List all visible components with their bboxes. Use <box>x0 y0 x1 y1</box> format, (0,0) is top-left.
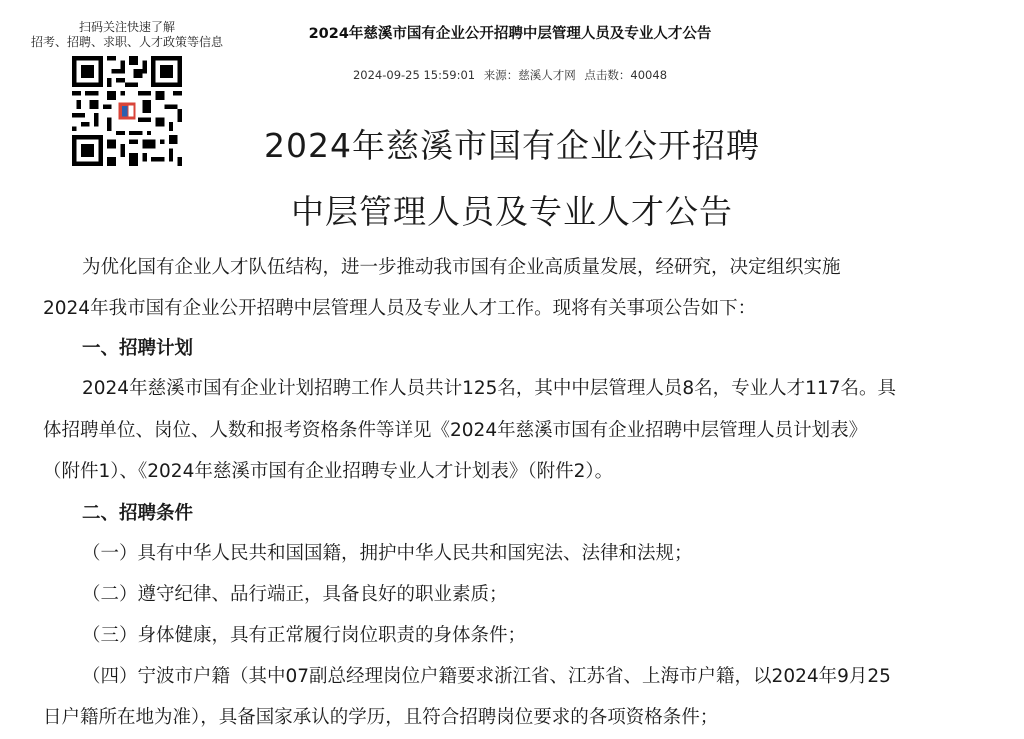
publish-datetime: 2024-09-25 15:59:01 <box>352 68 476 82</box>
paragraph-line: （三）身体健康，具有正常履行岗位职责的身体条件； <box>82 625 527 646</box>
header-title: 2024年慈溪市国有企业公开招聘中层管理人员及专业人才公告 <box>308 26 712 42</box>
section-heading: 二、招聘条件 <box>82 503 194 524</box>
article-meta <box>250 67 770 83</box>
paragraph-line: （一）具有中华人民共和国国籍，拥护中华人民共和国宪法、法律和法规； <box>82 543 693 564</box>
qr-caption-line1: 扫码关注快速了解 <box>78 20 175 34</box>
paragraph-line: 2024年慈溪市国有企业计划招聘工作人员共计125名，其中中层管理人员8名，专业人才117名。具 <box>82 378 896 399</box>
paragraph-line: 为优化国有企业人才队伍结构，进一步推动我市国有企业高质量发展，经研究，决定组织实施 <box>82 257 841 278</box>
paragraph-line: 体招聘单位、岗位、人数和报考资格条件等详见《2024年慈溪市国有企业招聘中层管理人员计划表》 <box>43 420 868 441</box>
paragraph-line: 日户籍所在地为准），具备国家承认的学历，且符合招聘岗位要求的各项资格条件； <box>43 707 719 728</box>
section-heading: 一、招聘计划 <box>82 338 194 359</box>
click-count: 点击数：40048 <box>584 68 668 82</box>
qr-caption-line2: 招考、招聘、求职、人才政策等信息 <box>30 35 223 49</box>
qr-caption <box>14 20 240 50</box>
source: 来源：慈溪人才网 <box>483 68 576 82</box>
paragraph-line: （二）遵守纪律、品行端正，具备良好的职业素质； <box>82 584 508 605</box>
paragraph-line: 2024年我市国有企业公开招聘中层管理人员及专业人才工作。现将有关事项公告如下： <box>43 298 757 319</box>
paragraph-line: （附件1）、《2024年慈溪市国有企业招聘专业人才计划表》（附件2）。 <box>43 461 614 482</box>
article-title-line1: 2024年慈溪市国有企业公开招聘 <box>264 126 760 165</box>
article-title-line2: 中层管理人员及专业人才公告 <box>291 192 733 231</box>
paragraph-line: （四）宁波市户籍（其中07副总经理岗位户籍要求浙江省、江苏省、上海市户籍，以2024年9月25 <box>82 666 891 687</box>
qr-code-icon <box>72 56 182 166</box>
